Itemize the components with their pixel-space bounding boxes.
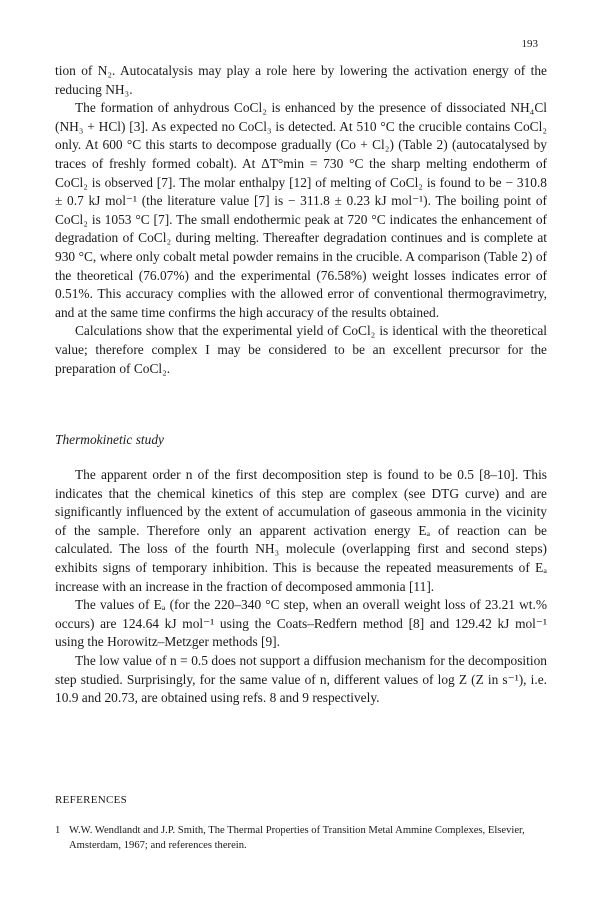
section-text xyxy=(55,466,547,708)
references-heading: REFERENCES xyxy=(55,794,128,806)
paragraph-low-value: The low value of n = 0.5 does not support a diffusion mechanism for the decomposition step studied. Surprisingly, for the same value of n, different values of log Z (Z in s⁻¹), i.e. 10.9 and 20.73, are obtained using refs. 8 and 9 respectively. xyxy=(55,652,547,706)
paragraph-activation-energy: The values of Eₐ (for the 220–340 °C step, when an overall weight loss of 23.21 wt.% occurs) are 124.64 kJ mol⁻¹ using the Coats–Redfern method [8] and 129.42 kJ mol⁻¹ using the Horowitz–Metzger methods [9]. xyxy=(55,597,547,650)
paragraph-cocl2-formation: The formation of anhydrous CoCl₂ is enhanced by the presence of dissociated NH₄Cl (NH₃ + HCl) [3]. As expected no CoCl₃ is detected. At 510 °C the crucible contains CoCl₂ only. At 600 °C this starts to decompose gradually (Co + Cl₂) (Table 2) (autocatalysed by traces of freshly formed cobalt). At ΔT°min = 730 °C the sharp melting endotherm of CoCl₂ is observed [7]. The molar enthalpy [12] of melting of CoCl₂ is found to be − 310.8 ± 0.7 kJ mol⁻¹ (the literature value [7] is − 311.8 ± 0.23 kJ mol⁻¹). The boiling point of CoCl₂ is 1053 °C [7]. The small endothermic peak at 720 °C indicates the enhancement of degradation of CoCl₂ during melting. Thereafter degradation continues and is complete at 930 °C, where only cobalt metal powder remains in the crucible. A comparison (Table 2) of the theoretical (76.07%) and the experimental (76.58%) weight losses indicates error of 0.51%. This accuracy complies with the allowed error of conventional thermogravimetry, and at the same time confirms the high accuracy of the results obtained. xyxy=(55,100,547,320)
paragraph-continuation: tion of N₂. Autocatalysis may play a role here by lowering the activation energy of the reducing NH₃. xyxy=(55,63,547,97)
section-heading: Thermokinetic study xyxy=(55,432,164,447)
reference-number: 1 xyxy=(55,825,61,836)
reference-item xyxy=(55,823,547,853)
reference-text: W.W. Wendlandt and J.P. Smith, The Thermal Properties of Transition Metal Ammine Complexes, Elsevier, Amsterdam, 1967; and references therein. xyxy=(69,825,525,851)
page-number: 193 xyxy=(521,38,538,50)
paragraph-calculations: Calculations show that the experimental yield of CoCl₂ is identical with the theoretical value; therefore complex I may be considered to be an excellent precursor for the preparation of CoCl₂. xyxy=(55,323,547,376)
references-list xyxy=(55,823,547,853)
body-text xyxy=(55,62,547,378)
paragraph-apparent-order: The apparent order n of the first decomposition step is found to be 0.5 [8–10]. This indicates that the chemical kinetics of this step are complex (see DTG curve) and are significantly influenced by the extent of accumulation of gaseous ammonia in the vicinity of the sample. Therefore only an apparent activation energy Eₐ of reaction can be calculated. The loss of the fourth NH₃ molecule (overlapping first and second steps) exhibits signs of temporary inhibition. This is because the repeated measurements of Eₐ increase with an increase in the fraction of decomposed ammonia [11]. xyxy=(55,467,547,594)
